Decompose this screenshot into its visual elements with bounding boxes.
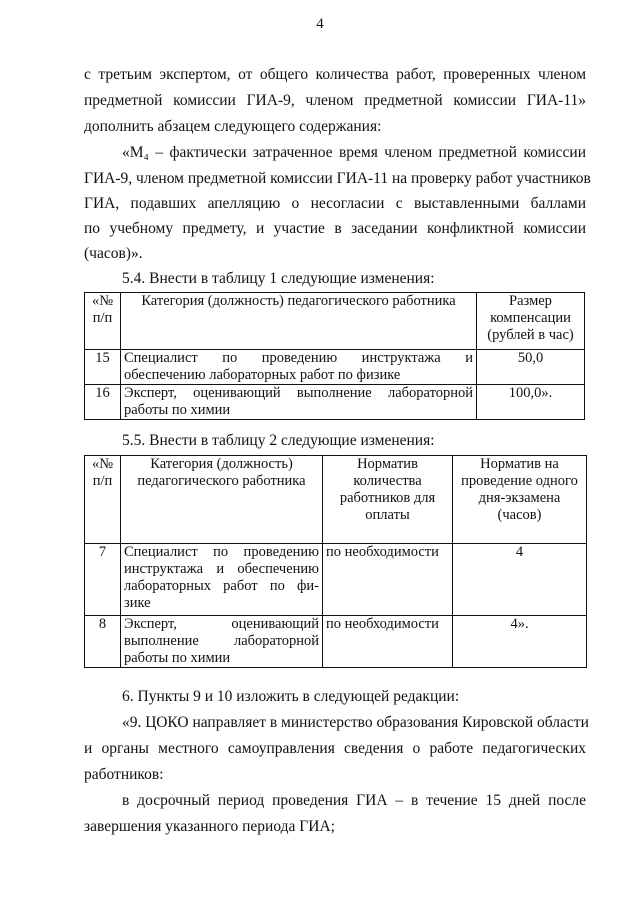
cell-hours: 4 xyxy=(453,544,587,616)
paragraph-line: ГИА-9, членом предметной комиссии ГИА-11 на проверку работ участников xyxy=(84,170,591,187)
cell-category: Специалист по проведению инструктажа и обеспечению лабораторных работ по физике xyxy=(121,350,477,385)
cell-category: Эксперт, оценивающий выполнение лабораторной работы по химии xyxy=(121,385,477,420)
cell-count: по необходимости xyxy=(323,544,453,616)
paragraph-line: «М₄ – фактически затраченное время членом предметной комиссии xyxy=(122,144,586,161)
cell-category: Специалист по проведению инструктажа и обеспечению лабораторных работ по фи-зике xyxy=(121,544,323,616)
cell-size: 50,0 xyxy=(477,350,585,385)
header-num: «№ п/п xyxy=(85,293,121,350)
paragraph-line: предметной комиссии ГИА-9, членом предметной комиссии ГИА-11» xyxy=(84,92,586,109)
paragraph-line: дополнить абзацем следующего содержания: xyxy=(84,118,382,135)
paragraph-line: ГИА, подавших апелляцию о несогласии с выставленными баллами xyxy=(84,195,586,212)
page-number: 4 xyxy=(316,16,324,32)
section-heading: 5.4. Внести в таблицу 1 следующие изменения: xyxy=(122,270,435,287)
cell-num: 8 xyxy=(85,616,121,668)
cell-hours: 4». xyxy=(453,616,587,668)
section-heading: 5.5. Внести в таблицу 2 следующие изменения: xyxy=(122,432,435,449)
paragraph-line: завершения указанного периода ГИА; xyxy=(84,818,335,835)
table-row xyxy=(85,385,585,420)
header-category: Категория (должность) педагогического работника xyxy=(121,293,477,350)
paragraph-line: по учебному предмету, и участие в заседании конфликтной комиссии xyxy=(84,220,586,237)
cell-num: 15 xyxy=(85,350,121,385)
paragraph-line: «9. ЦОКО направляет в министерство образования Кировской области xyxy=(122,714,589,731)
table-row xyxy=(85,616,587,668)
header-norm-count: Норматив количества работников для оплаты xyxy=(323,456,453,544)
paragraph-line: (часов)». xyxy=(84,245,143,262)
table-2 xyxy=(84,455,587,668)
cell-count: по необходимости xyxy=(323,616,453,668)
cell-size: 100,0». xyxy=(477,385,585,420)
header-size: Размер компенсации (рублей в час) xyxy=(477,293,585,350)
paragraph-line: и органы местного самоуправления сведения о работе педагогических xyxy=(84,740,586,757)
table-1 xyxy=(84,292,585,420)
table-header-row xyxy=(85,293,585,350)
paragraph-line: в досрочный период проведения ГИА – в течение 15 дней после xyxy=(122,792,586,809)
paragraph-line: с третьим экспертом, от общего количества работ, проверенных членом xyxy=(84,66,586,83)
header-num: «№ п/п xyxy=(85,456,121,544)
cell-num: 16 xyxy=(85,385,121,420)
table-row xyxy=(85,350,585,385)
paragraph-line: работников: xyxy=(84,766,164,783)
table-header-row xyxy=(85,456,587,544)
header-category: Категория (должность) педагогического работника xyxy=(121,456,323,544)
header-norm-exam: Норматив на проведение одного дня-экзамена (часов) xyxy=(453,456,587,544)
cell-category: Эксперт, оценивающий выполнение лабораторной работы по химии xyxy=(121,616,323,668)
cell-num: 7 xyxy=(85,544,121,616)
table-row xyxy=(85,544,587,616)
section-heading: 6. Пункты 9 и 10 изложить в следующей редакции: xyxy=(122,688,460,705)
